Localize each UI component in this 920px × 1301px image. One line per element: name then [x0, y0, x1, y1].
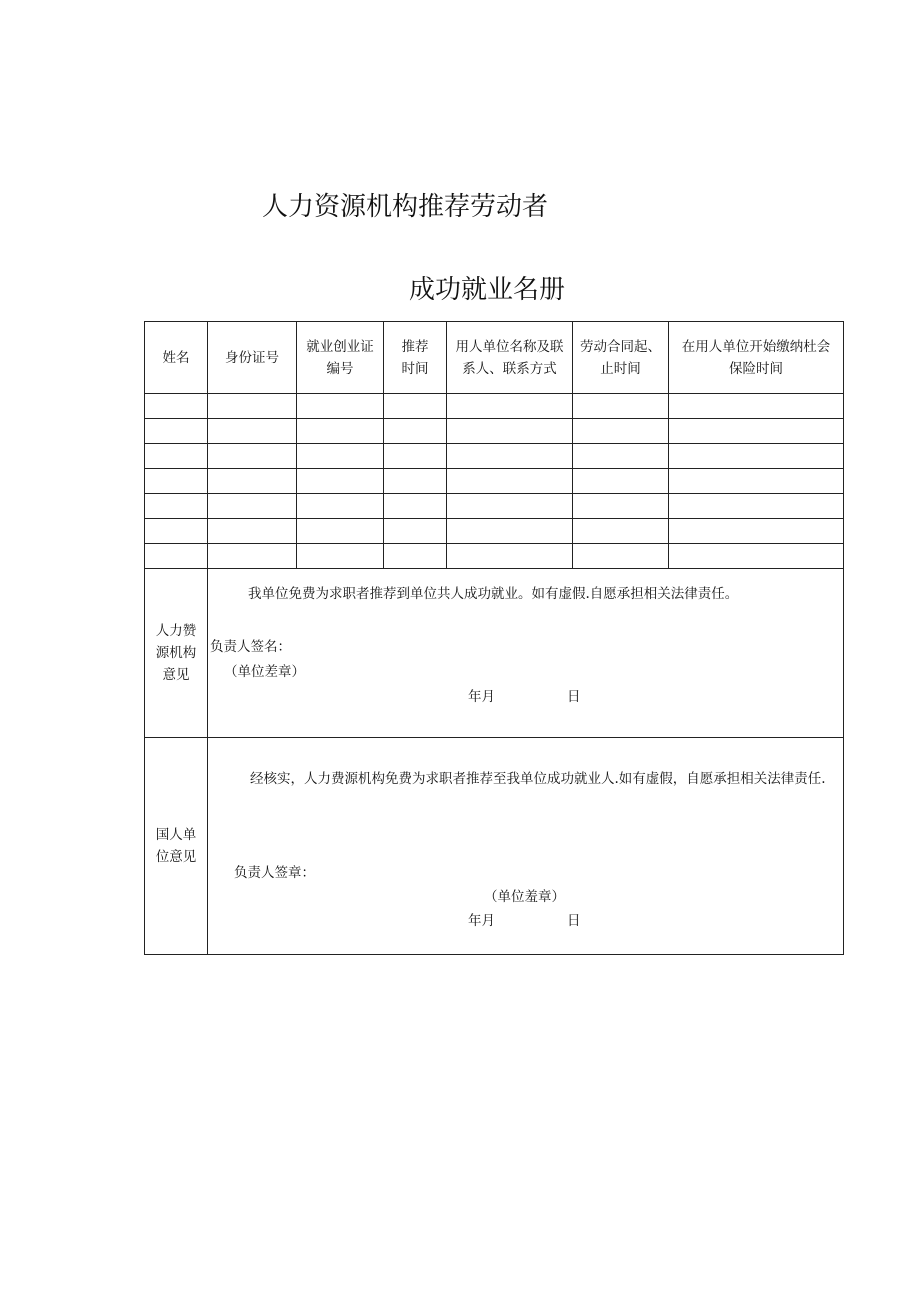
table-cell[interactable] — [573, 544, 669, 569]
header-row — [145, 322, 844, 394]
table-cell[interactable] — [297, 494, 384, 519]
header-insurance-time: 在用人单位开始缴纳杜会 保险时间 — [669, 322, 844, 394]
table-cell[interactable] — [297, 519, 384, 544]
table-cell[interactable] — [208, 469, 297, 494]
employer-opinion-row — [145, 738, 844, 955]
table-cell[interactable] — [669, 469, 844, 494]
table-cell[interactable] — [384, 519, 447, 544]
table-cell[interactable] — [145, 519, 208, 544]
table-cell[interactable] — [208, 444, 297, 469]
employer-opinion-label: 国人单 位意见 — [145, 738, 208, 955]
table-cell[interactable] — [573, 394, 669, 419]
table-row — [145, 394, 844, 419]
agency-signer-label: 负责人签名： — [210, 639, 291, 655]
table-cell[interactable] — [573, 419, 669, 444]
table-row — [145, 419, 844, 444]
agency-opinion-row — [145, 569, 844, 738]
table-cell[interactable] — [384, 494, 447, 519]
header-contract-period: 劳动合同起、 止时间 — [573, 322, 669, 394]
table-cell[interactable] — [384, 469, 447, 494]
table-cell[interactable] — [208, 544, 297, 569]
table-cell[interactable] — [573, 519, 669, 544]
header-name: 姓名 — [145, 322, 208, 394]
table-cell[interactable] — [145, 494, 208, 519]
table-cell[interactable] — [145, 469, 208, 494]
table-cell[interactable] — [669, 419, 844, 444]
table-cell[interactable] — [297, 394, 384, 419]
table-cell[interactable] — [669, 519, 844, 544]
agency-statement: 我单位免费为求职者推荐到单位共人成功就业。如有虚假.自愿承担相关法律责任。 — [248, 586, 739, 602]
table-cell[interactable] — [208, 394, 297, 419]
document-title-line2: 成功就业名册 — [409, 275, 566, 305]
table-cell[interactable] — [669, 394, 844, 419]
table-cell[interactable] — [447, 544, 573, 569]
table-cell[interactable] — [384, 394, 447, 419]
employment-roster-table — [144, 321, 844, 955]
table-cell[interactable] — [447, 494, 573, 519]
table-row — [145, 444, 844, 469]
table-row — [145, 544, 844, 569]
employer-signer-label: 负责人签章： — [234, 865, 315, 881]
header-recommend-time: 推荐 时间 — [384, 322, 447, 394]
table-row — [145, 494, 844, 519]
agency-opinion-label: 人力赞 源机构 意见 — [145, 569, 208, 738]
table-cell[interactable] — [447, 419, 573, 444]
employer-date-year-month: 年月 — [468, 913, 495, 929]
table-cell[interactable] — [384, 444, 447, 469]
table-cell[interactable] — [297, 469, 384, 494]
agency-date-year-month: 年月 — [468, 689, 495, 705]
employer-opinion-content[interactable] — [208, 738, 844, 955]
table-cell[interactable] — [447, 519, 573, 544]
table-cell[interactable] — [145, 394, 208, 419]
table-cell[interactable] — [447, 469, 573, 494]
document-title-line1: 人力资源机构推荐劳动者 — [262, 192, 549, 222]
table-cell[interactable] — [297, 419, 384, 444]
table-cell[interactable] — [669, 494, 844, 519]
table-cell[interactable] — [669, 444, 844, 469]
table-cell[interactable] — [208, 419, 297, 444]
table-cell[interactable] — [297, 444, 384, 469]
table-cell[interactable] — [447, 444, 573, 469]
employer-statement: 经核实，人力费源机构免费为求职者推荐至我单位成功就业人.如有虚假，自愿承担相关法律责任. — [250, 771, 826, 787]
table-cell[interactable] — [384, 419, 447, 444]
agency-date-day: 日 — [567, 689, 581, 705]
table-cell[interactable] — [573, 444, 669, 469]
header-employer-contact: 用人单位名称及联 系人、联系方式 — [447, 322, 573, 394]
table-cell[interactable] — [573, 494, 669, 519]
employer-seal-label: （单位羞章） — [484, 889, 565, 905]
employer-date-day: 日 — [567, 913, 581, 929]
table-cell[interactable] — [297, 544, 384, 569]
table-cell[interactable] — [447, 394, 573, 419]
table-cell[interactable] — [573, 469, 669, 494]
table-cell[interactable] — [208, 494, 297, 519]
agency-seal-label: （单位差章） — [224, 664, 305, 680]
table-cell[interactable] — [384, 544, 447, 569]
table-cell[interactable] — [145, 419, 208, 444]
table-row — [145, 519, 844, 544]
header-employment-cert: 就业创业证 编号 — [297, 322, 384, 394]
table-cell[interactable] — [145, 444, 208, 469]
header-id-number: 身份证号 — [208, 322, 297, 394]
table-cell[interactable] — [145, 544, 208, 569]
table-row — [145, 469, 844, 494]
table-cell[interactable] — [208, 519, 297, 544]
table-cell[interactable] — [669, 544, 844, 569]
agency-opinion-content[interactable] — [208, 569, 844, 738]
